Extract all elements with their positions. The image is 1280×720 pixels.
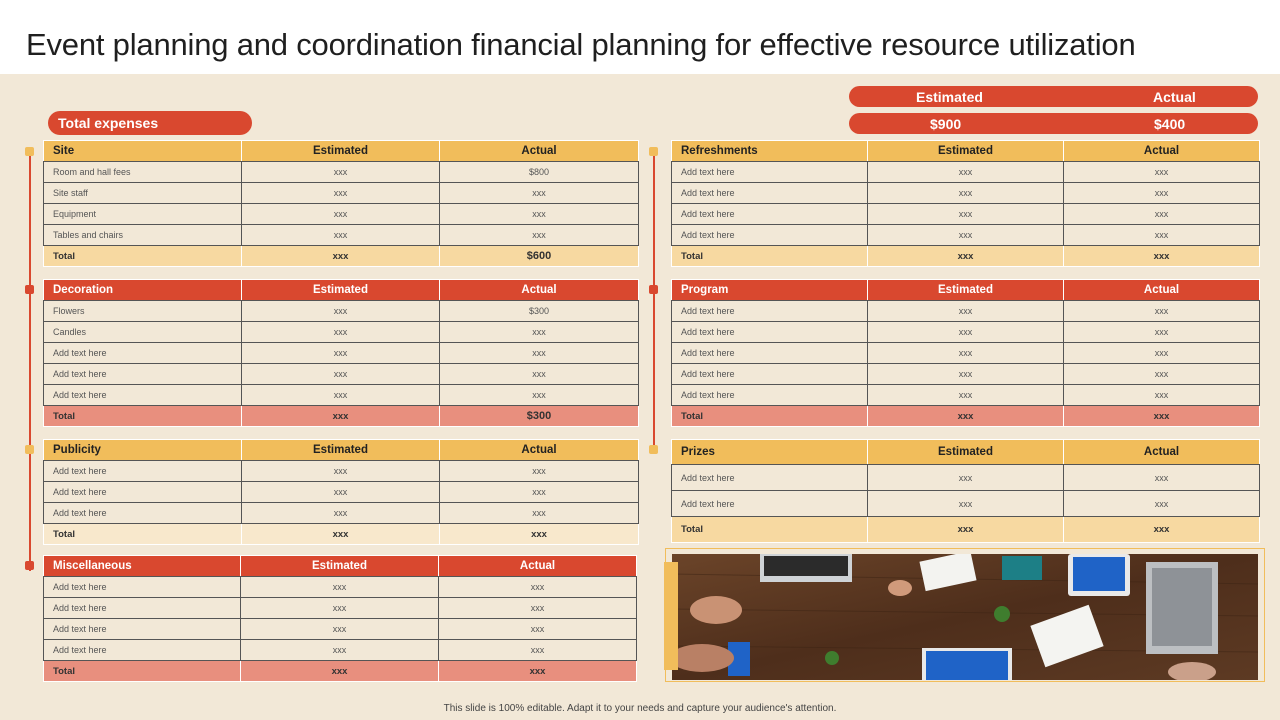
miscellaneous-header-estimated: Estimated [241, 556, 439, 577]
table-row [44, 640, 637, 661]
table-cell: Add text here [44, 364, 242, 385]
prizes-table [671, 439, 1260, 543]
total-expenses-pill [48, 111, 252, 135]
table-cell: Add text here [44, 503, 242, 524]
table-cell: xxx [241, 640, 439, 661]
total-estimated: xxx [868, 406, 1064, 427]
table-total-row [44, 406, 639, 427]
decoration-header-name: Decoration [44, 280, 242, 301]
prizes-header-actual: Actual [1064, 440, 1260, 465]
table-cell: Add text here [44, 482, 242, 503]
table-cell: xxx [242, 301, 440, 322]
table-cell: xxx [242, 162, 440, 183]
total-actual: xxx [440, 524, 639, 545]
table-row [44, 301, 639, 322]
summary-header-pill [849, 86, 1258, 107]
table-cell: xxx [241, 619, 439, 640]
prizes-header-name: Prizes [672, 440, 868, 465]
program-header-estimated: Estimated [868, 280, 1064, 301]
total-label: Total [672, 517, 868, 543]
table-row [672, 343, 1260, 364]
table-cell: Add text here [672, 491, 868, 517]
table-cell: Add text here [672, 204, 868, 225]
total-expenses-label: Total expenses [58, 115, 159, 131]
decoration-table [43, 279, 639, 427]
table-cell: xxx [242, 482, 440, 503]
table-cell: Equipment [44, 204, 242, 225]
table-cell: xxx [241, 598, 439, 619]
team-meeting-desk-illustration [672, 554, 1258, 680]
publicity-header-estimated: Estimated [242, 440, 440, 461]
summary-actual-label: Actual [1153, 88, 1196, 105]
total-label: Total [44, 246, 242, 267]
summary-estimated-label: Estimated [916, 88, 983, 105]
photo-accent-bar [664, 562, 678, 670]
table-cell: xxx [1064, 301, 1260, 322]
table-cell: Add text here [44, 461, 242, 482]
table-cell: xxx [868, 465, 1064, 491]
left-timeline [29, 151, 31, 571]
timeline-dot-program [649, 285, 658, 294]
publicity-table [43, 439, 639, 545]
table-total-row [672, 517, 1260, 543]
publicity-header-name: Publicity [44, 440, 242, 461]
refreshments-header-name: Refreshments [672, 141, 868, 162]
table-cell: xxx [440, 322, 639, 343]
table-cell: xxx [242, 322, 440, 343]
table-row [672, 204, 1260, 225]
table-row [44, 598, 637, 619]
timeline-dot-refreshments [649, 147, 658, 156]
table-cell: xxx [440, 385, 639, 406]
table-cell: xxx [241, 577, 439, 598]
table-row [44, 461, 639, 482]
total-actual: xxx [1064, 406, 1260, 427]
total-actual: $300 [440, 406, 639, 427]
table-cell: xxx [868, 301, 1064, 322]
table-cell: xxx [868, 385, 1064, 406]
total-label: Total [44, 524, 242, 545]
table-cell: xxx [242, 343, 440, 364]
table-row [44, 577, 637, 598]
total-estimated: xxx [242, 406, 440, 427]
table-cell: Add text here [672, 385, 868, 406]
table-cell: xxx [868, 364, 1064, 385]
table-cell: xxx [440, 225, 639, 246]
table-row [44, 183, 639, 204]
table-total-row [44, 524, 639, 545]
total-actual: xxx [1064, 246, 1260, 267]
timeline-dot-prizes [649, 445, 658, 454]
decoration-header-actual: Actual [440, 280, 639, 301]
table-cell: xxx [439, 619, 637, 640]
site-header-name: Site [44, 141, 242, 162]
table-cell: Add text here [44, 598, 241, 619]
table-row [44, 482, 639, 503]
table-cell: xxx [439, 577, 637, 598]
table-row [672, 364, 1260, 385]
program-header-name: Program [672, 280, 868, 301]
table-cell: xxx [440, 204, 639, 225]
total-label: Total [672, 246, 868, 267]
refreshments-header-actual: Actual [1064, 141, 1260, 162]
table-cell: Add text here [672, 465, 868, 491]
table-cell: xxx [440, 461, 639, 482]
summary-actual-value: $400 [1154, 115, 1186, 132]
table-cell: xxx [868, 225, 1064, 246]
right-timeline [653, 151, 655, 449]
title-bar [0, 0, 1280, 74]
table-cell: xxx [868, 183, 1064, 204]
table-cell: Add text here [672, 343, 868, 364]
table-row [672, 183, 1260, 204]
table-total-row [44, 246, 639, 267]
total-label: Total [672, 406, 868, 427]
table-row [44, 204, 639, 225]
table-total-row [44, 661, 637, 682]
site-table [43, 140, 639, 267]
miscellaneous-table [43, 555, 637, 682]
decoration-header-estimated: Estimated [242, 280, 440, 301]
table-row [672, 225, 1260, 246]
table-cell: xxx [242, 204, 440, 225]
table-cell: Add text here [672, 162, 868, 183]
table-cell: xxx [1064, 204, 1260, 225]
table-cell: xxx [868, 343, 1064, 364]
table-cell: xxx [1064, 183, 1260, 204]
footer-note: This slide is 100% editable. Adapt it to your needs and capture your audience's attention. [443, 703, 837, 714]
miscellaneous-header-actual: Actual [439, 556, 637, 577]
table-total-row [672, 406, 1260, 427]
table-row [672, 322, 1260, 343]
site-header-actual: Actual [440, 141, 639, 162]
table-cell: xxx [242, 385, 440, 406]
table-row [672, 491, 1260, 517]
table-cell: xxx [1064, 491, 1260, 517]
total-estimated: xxx [242, 524, 440, 545]
table-cell: xxx [868, 491, 1064, 517]
table-cell: xxx [242, 183, 440, 204]
prizes-header-estimated: Estimated [868, 440, 1064, 465]
table-cell: xxx [242, 461, 440, 482]
table-row [44, 619, 637, 640]
table-row [672, 385, 1260, 406]
total-actual: xxx [1064, 517, 1260, 543]
table-cell: Add text here [672, 301, 868, 322]
total-estimated: xxx [868, 517, 1064, 543]
table-cell: xxx [1064, 162, 1260, 183]
refreshments-header-estimated: Estimated [868, 141, 1064, 162]
table-row [672, 301, 1260, 322]
table-row [672, 162, 1260, 183]
table-cell: xxx [1064, 322, 1260, 343]
timeline-dot-publicity [25, 445, 34, 454]
table-cell: xxx [440, 482, 639, 503]
table-cell: xxx [242, 503, 440, 524]
table-cell: Site staff [44, 183, 242, 204]
timeline-dot-miscellaneous [25, 561, 34, 570]
table-total-row [672, 246, 1260, 267]
table-cell: Add text here [44, 343, 242, 364]
summary-estimated-value: $900 [930, 115, 962, 132]
table-cell: xxx [868, 204, 1064, 225]
table-cell: xxx [440, 503, 639, 524]
table-cell: Add text here [44, 385, 242, 406]
table-row [44, 225, 639, 246]
table-cell: xxx [868, 162, 1064, 183]
table-cell: Add text here [672, 364, 868, 385]
total-estimated: xxx [868, 246, 1064, 267]
table-cell: xxx [868, 322, 1064, 343]
table-row [44, 503, 639, 524]
table-cell: xxx [1064, 364, 1260, 385]
table-cell: Flowers [44, 301, 242, 322]
table-row [672, 465, 1260, 491]
table-cell: xxx [439, 640, 637, 661]
table-cell: xxx [242, 225, 440, 246]
table-cell: xxx [440, 343, 639, 364]
miscellaneous-header-name: Miscellaneous [44, 556, 241, 577]
table-row [44, 322, 639, 343]
timeline-dot-decoration [25, 285, 34, 294]
table-row [44, 162, 639, 183]
table-cell: Add text here [44, 577, 241, 598]
total-estimated: xxx [242, 246, 440, 267]
table-row [44, 385, 639, 406]
page-title: Event planning and coordination financial planning for effective resource utilization [26, 27, 1136, 62]
table-cell: xxx [440, 183, 639, 204]
summary-value-pill [849, 113, 1258, 134]
timeline-dot-site [25, 147, 34, 156]
table-cell: xxx [440, 364, 639, 385]
table-cell: xxx [1064, 385, 1260, 406]
refreshments-table [671, 140, 1260, 267]
table-cell: xxx [1064, 343, 1260, 364]
publicity-header-actual: Actual [440, 440, 639, 461]
table-cell: Add text here [672, 322, 868, 343]
table-cell: Candles [44, 322, 242, 343]
total-label: Total [44, 661, 241, 682]
total-actual: xxx [439, 661, 637, 682]
table-cell: Add text here [44, 640, 241, 661]
table-cell: $300 [440, 301, 639, 322]
total-estimated: xxx [241, 661, 439, 682]
table-cell: xxx [439, 598, 637, 619]
table-cell: Add text here [672, 183, 868, 204]
table-row [44, 364, 639, 385]
total-actual: $600 [440, 246, 639, 267]
site-header-estimated: Estimated [242, 141, 440, 162]
table-cell: Room and hall fees [44, 162, 242, 183]
table-cell: Tables and chairs [44, 225, 242, 246]
total-label: Total [44, 406, 242, 427]
table-cell: xxx [1064, 225, 1260, 246]
table-cell: xxx [242, 364, 440, 385]
program-header-actual: Actual [1064, 280, 1260, 301]
table-cell: xxx [1064, 465, 1260, 491]
table-cell: $800 [440, 162, 639, 183]
team-meeting-photo [672, 554, 1258, 680]
table-cell: Add text here [672, 225, 868, 246]
program-table [671, 279, 1260, 427]
table-cell: Add text here [44, 619, 241, 640]
table-row [44, 343, 639, 364]
